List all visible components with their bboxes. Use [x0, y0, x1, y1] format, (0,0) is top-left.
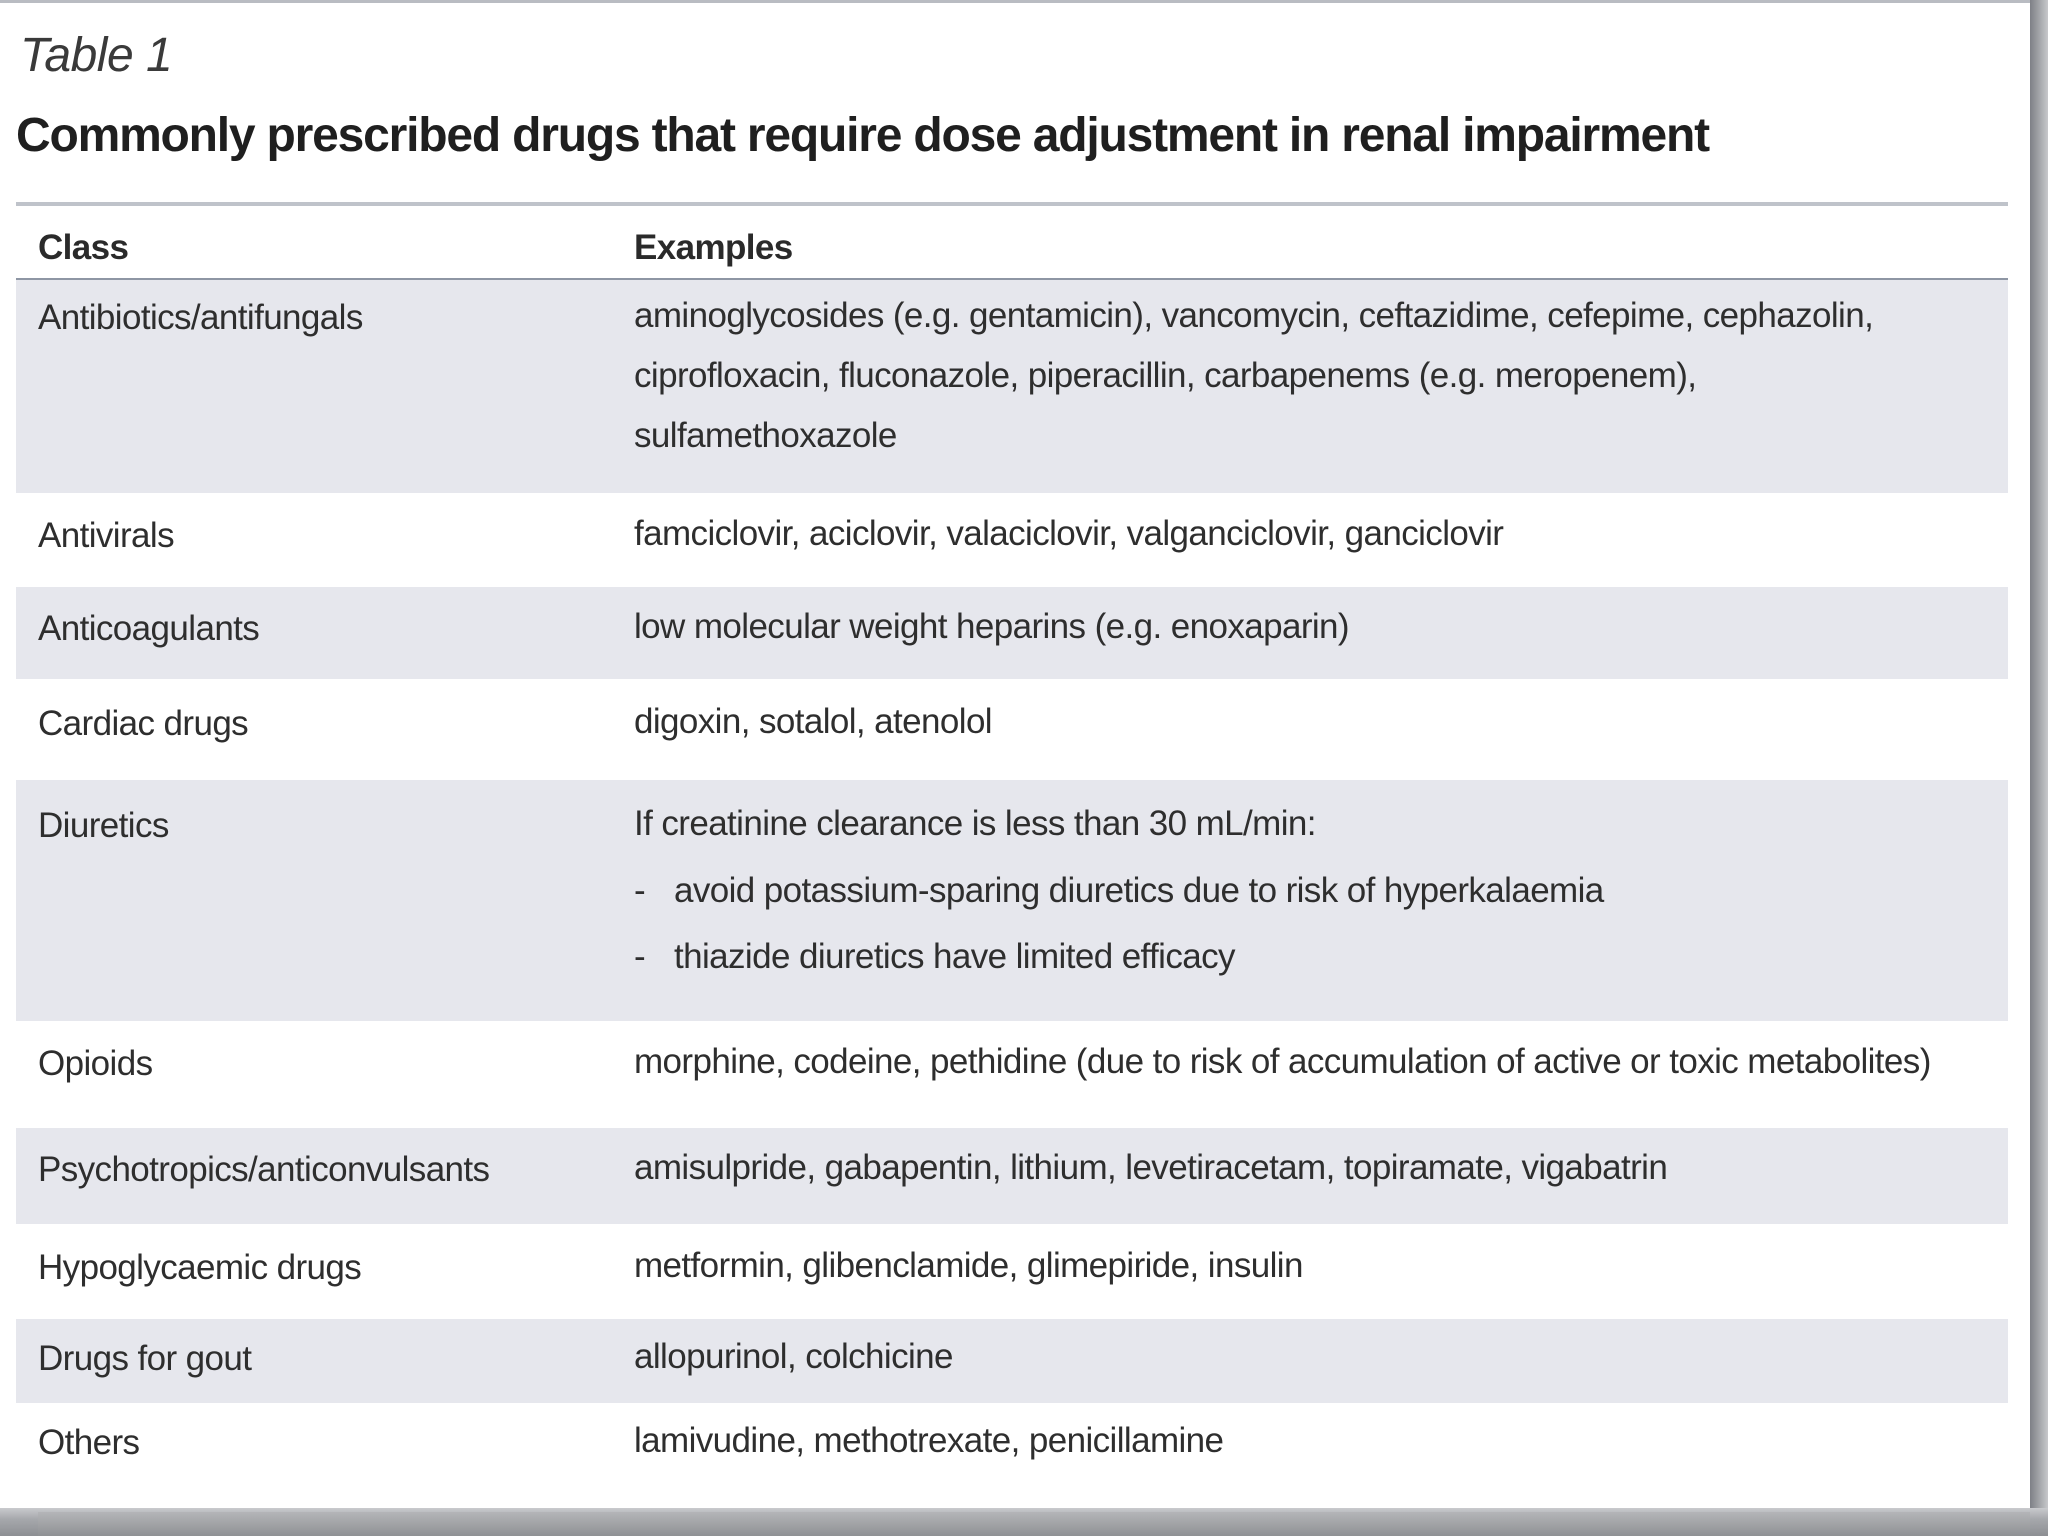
examples-line: digoxin, sotalol, atenolol	[634, 702, 992, 741]
table-row	[16, 280, 2008, 493]
bullet-text: avoid potassium-sparing diuretics due to risk of hyperkalaemia	[674, 871, 1604, 910]
examples-line: If creatinine clearance is less than 30 mL/min:	[634, 804, 1316, 843]
page-shadow-right	[2030, 0, 2048, 1536]
row-examples	[634, 794, 1994, 986]
dash-marker: -	[634, 871, 646, 910]
examples-line: ciprofloxacin, fluconazole, piperacillin, carbapenems (e.g. meropenem),	[634, 356, 1697, 395]
table-row	[16, 587, 2008, 679]
table-row	[16, 493, 2008, 587]
row-examples	[634, 1138, 1994, 1198]
dash-marker: -	[634, 937, 646, 976]
header-examples: Examples	[634, 228, 793, 267]
bullet-item	[634, 928, 1994, 986]
bullet-item	[634, 854, 1994, 928]
row-examples	[634, 286, 1994, 466]
row-examples	[634, 1236, 1994, 1296]
table-row	[16, 679, 2008, 780]
row-examples	[634, 504, 1994, 564]
row-examples	[634, 1411, 1994, 1471]
row-examples	[634, 692, 1994, 752]
examples-line: morphine, codeine, pethidine (due to risk of accumulation of active or toxic metabolites)	[634, 1042, 1931, 1081]
table-row	[16, 780, 2008, 1021]
examples-line: lamivudine, methotrexate, penicillamine	[634, 1421, 1224, 1460]
table-row	[16, 1224, 2008, 1319]
examples-line: metformin, glibenclamide, glimepiride, insulin	[634, 1246, 1303, 1285]
header-class: Class	[38, 228, 129, 267]
row-class: Diuretics	[38, 806, 169, 845]
row-class: Cardiac drugs	[38, 704, 249, 743]
row-examples	[634, 597, 1994, 657]
row-class: Antivirals	[38, 516, 174, 555]
table-row	[16, 1128, 2008, 1224]
table-header	[16, 206, 2008, 280]
row-class: Hypoglycaemic drugs	[38, 1248, 362, 1287]
row-examples	[634, 1032, 1994, 1092]
row-class: Psychotropics/anticonvulsants	[38, 1150, 490, 1189]
table-label: Table 1	[20, 29, 173, 82]
table-row	[16, 1403, 2008, 1497]
examples-line: sulfamethoxazole	[634, 416, 897, 455]
examples-line: famciclovir, aciclovir, valaciclovir, valganciclovir, ganciclovir	[634, 514, 1504, 553]
table-row	[16, 1021, 2008, 1128]
row-class: Others	[38, 1423, 140, 1462]
row-class: Anticoagulants	[38, 609, 260, 648]
examples-line: aminoglycosides (e.g. gentamicin), vancomycin, ceftazidime, cefepime, cephazolin,	[634, 296, 1874, 335]
examples-line: amisulpride, gabapentin, lithium, levetiracetam, topiramate, vigabatrin	[634, 1148, 1668, 1187]
table-row	[16, 1319, 2008, 1403]
row-class: Opioids	[38, 1044, 153, 1083]
page-title: Commonly prescribed drugs that require dose adjustment in renal impairment	[16, 109, 1709, 162]
examples-line: low molecular weight heparins (e.g. enoxaparin)	[634, 607, 1349, 646]
drug-table	[16, 206, 2008, 1497]
top-border	[0, 0, 2030, 3]
row-class: Drugs for gout	[38, 1339, 252, 1378]
page-shadow-bottom-inner	[38, 1512, 2030, 1536]
row-class: Antibiotics/antifungals	[38, 298, 363, 337]
bullet-text: thiazide diuretics have limited efficacy	[674, 937, 1235, 976]
row-examples	[634, 1327, 1994, 1387]
examples-line: allopurinol, colchicine	[634, 1337, 953, 1376]
